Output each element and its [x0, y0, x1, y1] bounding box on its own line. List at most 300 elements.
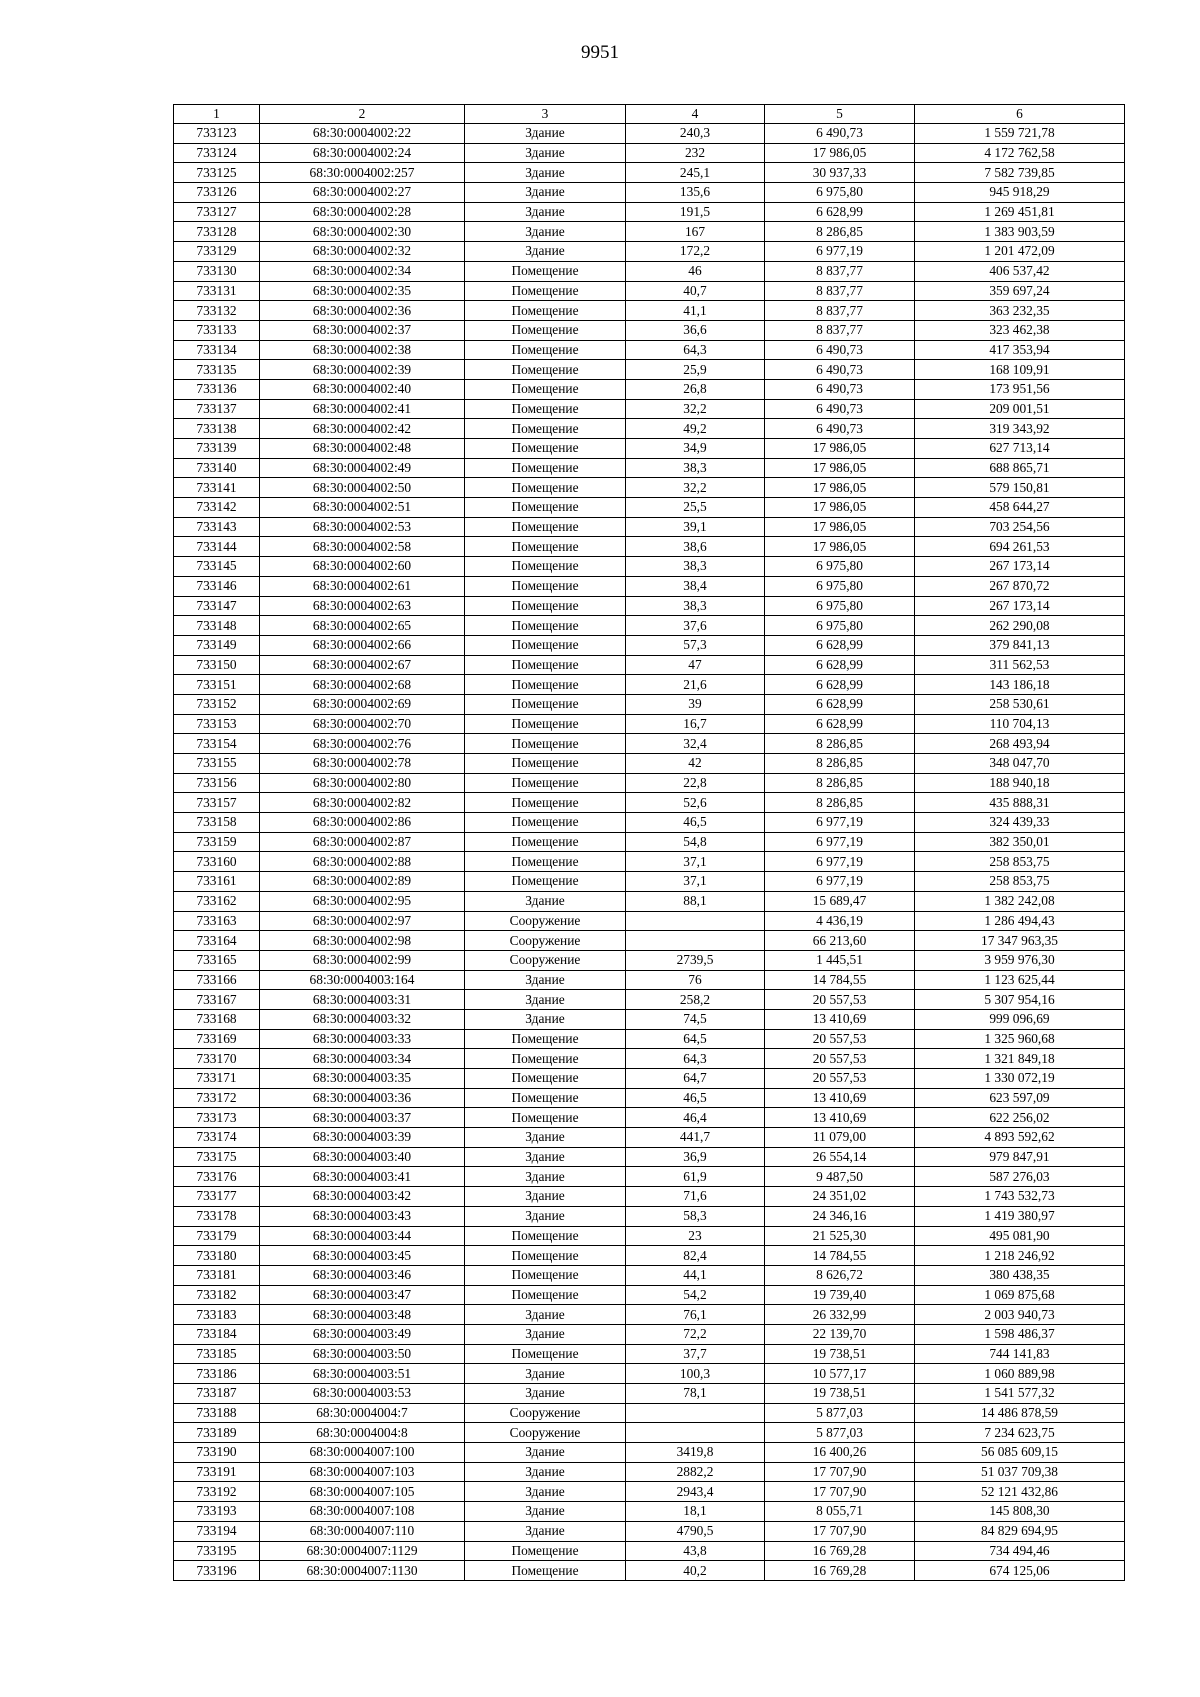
cadastral-number-cell: 68:30:0004003:51	[260, 1364, 465, 1384]
table-row	[174, 793, 1125, 813]
specific-value-cell: 9 487,50	[765, 1167, 915, 1187]
area-cell: 3419,8	[626, 1443, 765, 1463]
object-type-cell: Помещение	[465, 773, 626, 793]
specific-value-cell: 8 055,71	[765, 1502, 915, 1522]
object-type-cell: Здание	[465, 163, 626, 183]
table-row	[174, 694, 1125, 714]
cadastral-number-cell: 68:30:0004002:87	[260, 832, 465, 852]
row-number-cell: 733185	[174, 1344, 260, 1364]
row-number-cell: 733195	[174, 1541, 260, 1561]
cadastral-number-cell: 68:30:0004002:38	[260, 340, 465, 360]
object-type-cell: Помещение	[465, 1029, 626, 1049]
cadastral-number-cell: 68:30:0004002:32	[260, 242, 465, 262]
area-cell: 76,1	[626, 1305, 765, 1325]
cadastral-number-cell: 68:30:0004002:68	[260, 675, 465, 695]
area-cell: 22,8	[626, 773, 765, 793]
row-number-cell: 733182	[174, 1285, 260, 1305]
cadastral-number-cell: 68:30:0004003:34	[260, 1049, 465, 1069]
cadastral-number-cell: 68:30:0004002:80	[260, 773, 465, 793]
area-cell: 64,3	[626, 1049, 765, 1069]
specific-value-cell: 13 410,69	[765, 1088, 915, 1108]
table-row	[174, 340, 1125, 360]
cadastral-number-cell: 68:30:0004007:105	[260, 1482, 465, 1502]
object-type-cell: Помещение	[465, 458, 626, 478]
specific-value-cell: 6 975,80	[765, 576, 915, 596]
table-row	[174, 399, 1125, 419]
cadastral-value-cell: 688 865,71	[915, 458, 1125, 478]
object-type-cell: Сооружение	[465, 931, 626, 951]
specific-value-cell: 16 769,28	[765, 1561, 915, 1581]
row-number-cell: 733136	[174, 379, 260, 399]
row-number-cell: 733147	[174, 596, 260, 616]
table-row	[174, 1167, 1125, 1187]
page-number: 9951	[581, 42, 619, 63]
row-number-cell: 733164	[174, 931, 260, 951]
specific-value-cell: 8 286,85	[765, 773, 915, 793]
cadastral-value-cell: 1 218 246,92	[915, 1246, 1125, 1266]
table-row	[174, 1187, 1125, 1207]
area-cell: 42	[626, 754, 765, 774]
table-row	[174, 655, 1125, 675]
specific-value-cell: 17 986,05	[765, 439, 915, 459]
specific-value-cell: 6 628,99	[765, 655, 915, 675]
area-cell: 38,3	[626, 596, 765, 616]
table-row	[174, 478, 1125, 498]
cadastral-value-cell: 458 644,27	[915, 498, 1125, 518]
object-type-cell: Помещение	[465, 340, 626, 360]
row-number-cell: 733123	[174, 124, 260, 144]
row-number-cell: 733139	[174, 439, 260, 459]
area-cell: 40,2	[626, 1561, 765, 1581]
row-number-cell: 733150	[174, 655, 260, 675]
cadastral-value-cell: 319 343,92	[915, 419, 1125, 439]
cadastral-value-cell: 417 353,94	[915, 340, 1125, 360]
area-cell: 38,3	[626, 458, 765, 478]
object-type-cell: Помещение	[465, 616, 626, 636]
area-cell: 37,1	[626, 852, 765, 872]
specific-value-cell: 6 628,99	[765, 694, 915, 714]
area-cell: 21,6	[626, 675, 765, 695]
area-cell: 64,5	[626, 1029, 765, 1049]
specific-value-cell: 10 577,17	[765, 1364, 915, 1384]
cadastral-number-cell: 68:30:0004002:86	[260, 813, 465, 833]
area-cell: 40,7	[626, 281, 765, 301]
table-row	[174, 301, 1125, 321]
area-cell: 46	[626, 261, 765, 281]
object-type-cell: Здание	[465, 202, 626, 222]
object-type-cell: Здание	[465, 1167, 626, 1187]
cadastral-number-cell: 68:30:0004004:8	[260, 1423, 465, 1443]
object-type-cell: Здание	[465, 1206, 626, 1226]
table-row	[174, 931, 1125, 951]
table-row	[174, 1147, 1125, 1167]
area-cell: 245,1	[626, 163, 765, 183]
row-number-cell: 733186	[174, 1364, 260, 1384]
row-number-cell: 733184	[174, 1324, 260, 1344]
object-type-cell: Сооружение	[465, 1403, 626, 1423]
area-cell: 58,3	[626, 1206, 765, 1226]
specific-value-cell: 6 490,73	[765, 360, 915, 380]
specific-value-cell: 13 410,69	[765, 1009, 915, 1029]
table-row	[174, 714, 1125, 734]
specific-value-cell: 6 975,80	[765, 557, 915, 577]
cadastral-number-cell: 68:30:0004003:164	[260, 970, 465, 990]
row-number-cell: 733175	[174, 1147, 260, 1167]
row-number-cell: 733183	[174, 1305, 260, 1325]
area-cell: 61,9	[626, 1167, 765, 1187]
row-number-cell: 733179	[174, 1226, 260, 1246]
cadastral-value-cell: 348 047,70	[915, 754, 1125, 774]
cadastral-value-cell: 1 201 472,09	[915, 242, 1125, 262]
table-row	[174, 498, 1125, 518]
area-cell: 16,7	[626, 714, 765, 734]
table-row	[174, 1423, 1125, 1443]
cadastral-number-cell: 68:30:0004002:36	[260, 301, 465, 321]
object-type-cell: Здание	[465, 1443, 626, 1463]
object-type-cell: Помещение	[465, 537, 626, 557]
row-number-cell: 733177	[174, 1187, 260, 1207]
object-type-cell: Здание	[465, 990, 626, 1010]
specific-value-cell: 5 877,03	[765, 1423, 915, 1443]
area-cell	[626, 1423, 765, 1443]
object-type-cell: Помещение	[465, 1344, 626, 1364]
specific-value-cell: 8 286,85	[765, 734, 915, 754]
row-number-cell: 733192	[174, 1482, 260, 1502]
cadastral-value-cell: 1 269 451,81	[915, 202, 1125, 222]
cadastral-number-cell: 68:30:0004003:36	[260, 1088, 465, 1108]
cadastral-number-cell: 68:30:0004003:41	[260, 1167, 465, 1187]
table-row	[174, 773, 1125, 793]
row-number-cell: 733180	[174, 1246, 260, 1266]
row-number-cell: 733137	[174, 399, 260, 419]
row-number-cell: 733141	[174, 478, 260, 498]
cadastral-value-cell: 999 096,69	[915, 1009, 1125, 1029]
cadastral-number-cell: 68:30:0004002:82	[260, 793, 465, 813]
row-number-cell: 733128	[174, 222, 260, 242]
cadastral-number-cell: 68:30:0004003:31	[260, 990, 465, 1010]
table-row	[174, 1029, 1125, 1049]
table-row	[174, 1226, 1125, 1246]
area-cell: 46,5	[626, 1088, 765, 1108]
row-number-cell: 733178	[174, 1206, 260, 1226]
specific-value-cell: 6 977,19	[765, 872, 915, 892]
specific-value-cell: 17 986,05	[765, 498, 915, 518]
row-number-cell: 733124	[174, 143, 260, 163]
specific-value-cell: 8 837,77	[765, 320, 915, 340]
specific-value-cell: 22 139,70	[765, 1324, 915, 1344]
cadastral-number-cell: 68:30:0004007:1129	[260, 1541, 465, 1561]
area-cell: 88,1	[626, 891, 765, 911]
table-row	[174, 950, 1125, 970]
area-cell: 76	[626, 970, 765, 990]
column-header: 2	[260, 105, 465, 124]
area-cell: 38,3	[626, 557, 765, 577]
specific-value-cell: 6 977,19	[765, 852, 915, 872]
row-number-cell: 733149	[174, 635, 260, 655]
cadastral-number-cell: 68:30:0004007:103	[260, 1462, 465, 1482]
row-number-cell: 733132	[174, 301, 260, 321]
column-header: 3	[465, 105, 626, 124]
object-type-cell: Здание	[465, 1187, 626, 1207]
cadastral-value-cell: 14 486 878,59	[915, 1403, 1125, 1423]
object-type-cell: Здание	[465, 1324, 626, 1344]
cadastral-number-cell: 68:30:0004002:28	[260, 202, 465, 222]
row-number-cell: 733151	[174, 675, 260, 695]
specific-value-cell: 8 837,77	[765, 301, 915, 321]
row-number-cell: 733163	[174, 911, 260, 931]
specific-value-cell: 16 769,28	[765, 1541, 915, 1561]
cadastral-number-cell: 68:30:0004002:58	[260, 537, 465, 557]
row-number-cell: 733156	[174, 773, 260, 793]
object-type-cell: Помещение	[465, 1246, 626, 1266]
table-row	[174, 1443, 1125, 1463]
area-cell	[626, 931, 765, 951]
specific-value-cell: 6 628,99	[765, 635, 915, 655]
table-row	[174, 379, 1125, 399]
cadastral-value-cell: 379 841,13	[915, 635, 1125, 655]
row-number-cell: 733131	[174, 281, 260, 301]
specific-value-cell: 26 332,99	[765, 1305, 915, 1325]
object-type-cell: Здание	[465, 124, 626, 144]
cadastral-value-cell: 1 321 849,18	[915, 1049, 1125, 1069]
specific-value-cell: 8 286,85	[765, 754, 915, 774]
row-number-cell: 733161	[174, 872, 260, 892]
cadastral-number-cell: 68:30:0004003:53	[260, 1384, 465, 1404]
table-row	[174, 1384, 1125, 1404]
object-type-cell: Помещение	[465, 813, 626, 833]
area-cell: 54,2	[626, 1285, 765, 1305]
column-header: 1	[174, 105, 260, 124]
cadastral-number-cell: 68:30:0004002:99	[260, 950, 465, 970]
object-type-cell: Помещение	[465, 852, 626, 872]
object-type-cell: Здание	[465, 1364, 626, 1384]
object-type-cell: Помещение	[465, 399, 626, 419]
cadastral-value-cell: 188 940,18	[915, 773, 1125, 793]
table-row	[174, 1502, 1125, 1522]
object-type-cell: Помещение	[465, 557, 626, 577]
table-row	[174, 1049, 1125, 1069]
table-row	[174, 1403, 1125, 1423]
object-type-cell: Сооружение	[465, 1423, 626, 1443]
cadastral-value-cell: 110 704,13	[915, 714, 1125, 734]
area-cell: 52,6	[626, 793, 765, 813]
table-row	[174, 1324, 1125, 1344]
table-row	[174, 813, 1125, 833]
row-number-cell: 733143	[174, 517, 260, 537]
row-number-cell: 733130	[174, 261, 260, 281]
specific-value-cell: 14 784,55	[765, 970, 915, 990]
cadastral-value-cell: 4 893 592,62	[915, 1128, 1125, 1148]
cadastral-number-cell: 68:30:0004003:33	[260, 1029, 465, 1049]
object-type-cell: Здание	[465, 1482, 626, 1502]
area-cell: 74,5	[626, 1009, 765, 1029]
specific-value-cell: 6 490,73	[765, 379, 915, 399]
row-number-cell: 733188	[174, 1403, 260, 1423]
row-number-cell: 733167	[174, 990, 260, 1010]
object-type-cell: Здание	[465, 1128, 626, 1148]
row-number-cell: 733190	[174, 1443, 260, 1463]
cadastral-value-cell: 168 109,91	[915, 360, 1125, 380]
area-cell: 100,3	[626, 1364, 765, 1384]
specific-value-cell: 8 626,72	[765, 1265, 915, 1285]
cadastral-value-cell: 587 276,03	[915, 1167, 1125, 1187]
area-cell: 71,6	[626, 1187, 765, 1207]
row-number-cell: 733168	[174, 1009, 260, 1029]
cadastral-number-cell: 68:30:0004002:49	[260, 458, 465, 478]
row-number-cell: 733170	[174, 1049, 260, 1069]
object-type-cell: Здание	[465, 1502, 626, 1522]
column-header: 5	[765, 105, 915, 124]
cadastral-number-cell: 68:30:0004002:65	[260, 616, 465, 636]
cadastral-value-cell: 622 256,02	[915, 1108, 1125, 1128]
row-number-cell: 733157	[174, 793, 260, 813]
row-number-cell: 733172	[174, 1088, 260, 1108]
object-type-cell: Помещение	[465, 1541, 626, 1561]
object-type-cell: Помещение	[465, 1088, 626, 1108]
cadastral-number-cell: 68:30:0004002:35	[260, 281, 465, 301]
table-row	[174, 222, 1125, 242]
cadastral-number-cell: 68:30:0004003:47	[260, 1285, 465, 1305]
table-row	[174, 261, 1125, 281]
cadastral-number-cell: 68:30:0004002:67	[260, 655, 465, 675]
area-cell: 46,4	[626, 1108, 765, 1128]
object-type-cell: Помещение	[465, 714, 626, 734]
cadastral-number-cell: 68:30:0004002:98	[260, 931, 465, 951]
area-cell: 37,1	[626, 872, 765, 892]
row-number-cell: 733187	[174, 1384, 260, 1404]
cadastral-value-cell: 323 462,38	[915, 320, 1125, 340]
table-row	[174, 1482, 1125, 1502]
row-number-cell: 733127	[174, 202, 260, 222]
specific-value-cell: 16 400,26	[765, 1443, 915, 1463]
cadastral-number-cell: 68:30:0004002:34	[260, 261, 465, 281]
row-number-cell: 733165	[174, 950, 260, 970]
cadastral-number-cell: 68:30:0004002:63	[260, 596, 465, 616]
table-row	[174, 675, 1125, 695]
specific-value-cell: 13 410,69	[765, 1108, 915, 1128]
specific-value-cell: 66 213,60	[765, 931, 915, 951]
specific-value-cell: 17 986,05	[765, 143, 915, 163]
object-type-cell: Помещение	[465, 694, 626, 714]
cadastral-value-cell: 5 307 954,16	[915, 990, 1125, 1010]
area-cell: 64,3	[626, 340, 765, 360]
object-type-cell: Здание	[465, 183, 626, 203]
cadastral-value-cell: 627 713,14	[915, 439, 1125, 459]
table-row	[174, 754, 1125, 774]
object-type-cell: Помещение	[465, 498, 626, 518]
object-type-cell: Помещение	[465, 1561, 626, 1581]
area-cell: 2739,5	[626, 950, 765, 970]
cadastral-number-cell: 68:30:0004007:100	[260, 1443, 465, 1463]
table-row	[174, 1305, 1125, 1325]
cadastral-number-cell: 68:30:0004002:48	[260, 439, 465, 459]
object-type-cell: Помещение	[465, 281, 626, 301]
object-type-cell: Здание	[465, 891, 626, 911]
specific-value-cell: 20 557,53	[765, 1049, 915, 1069]
cadastral-value-cell: 268 493,94	[915, 734, 1125, 754]
area-cell: 49,2	[626, 419, 765, 439]
cadastral-number-cell: 68:30:0004003:48	[260, 1305, 465, 1325]
cadastral-number-cell: 68:30:0004003:46	[260, 1265, 465, 1285]
area-cell: 26,8	[626, 379, 765, 399]
cadastral-value-cell: 17 347 963,35	[915, 931, 1125, 951]
cadastral-number-cell: 68:30:0004003:40	[260, 1147, 465, 1167]
cadastral-value-cell: 406 537,42	[915, 261, 1125, 281]
specific-value-cell: 17 986,05	[765, 537, 915, 557]
cadastral-value-cell: 382 350,01	[915, 832, 1125, 852]
area-cell: 39,1	[626, 517, 765, 537]
cadastral-value-cell: 145 808,30	[915, 1502, 1125, 1522]
cadastral-value-cell: 674 125,06	[915, 1561, 1125, 1581]
specific-value-cell: 20 557,53	[765, 1029, 915, 1049]
table-body	[174, 124, 1125, 1581]
row-number-cell: 733193	[174, 1502, 260, 1522]
cadastral-value-cell: 324 439,33	[915, 813, 1125, 833]
row-number-cell: 733169	[174, 1029, 260, 1049]
cadastral-value-cell: 363 232,35	[915, 301, 1125, 321]
table-row	[174, 1265, 1125, 1285]
cadastral-number-cell: 68:30:0004002:53	[260, 517, 465, 537]
row-number-cell: 733160	[174, 852, 260, 872]
object-type-cell: Помещение	[465, 478, 626, 498]
table-row	[174, 970, 1125, 990]
area-cell: 78,1	[626, 1384, 765, 1404]
cadastral-number-cell: 68:30:0004002:39	[260, 360, 465, 380]
object-type-cell: Помещение	[465, 734, 626, 754]
cadastral-value-cell: 1 123 625,44	[915, 970, 1125, 990]
row-number-cell: 733159	[174, 832, 260, 852]
table-row	[174, 872, 1125, 892]
table-row	[174, 596, 1125, 616]
cadastral-value-cell: 173 951,56	[915, 379, 1125, 399]
row-number-cell: 733144	[174, 537, 260, 557]
area-cell: 135,6	[626, 183, 765, 203]
cadastral-value-cell: 84 829 694,95	[915, 1521, 1125, 1541]
specific-value-cell: 6 490,73	[765, 340, 915, 360]
cadastral-number-cell: 68:30:0004003:37	[260, 1108, 465, 1128]
cadastral-value-cell: 7 234 623,75	[915, 1423, 1125, 1443]
table-row	[174, 1128, 1125, 1148]
object-type-cell: Помещение	[465, 635, 626, 655]
specific-value-cell: 19 738,51	[765, 1384, 915, 1404]
area-cell: 39	[626, 694, 765, 714]
table-row	[174, 832, 1125, 852]
object-type-cell: Здание	[465, 1462, 626, 1482]
object-type-cell: Помещение	[465, 596, 626, 616]
row-number-cell: 733196	[174, 1561, 260, 1581]
table-row	[174, 1344, 1125, 1364]
column-header: 6	[915, 105, 1125, 124]
cadastral-value-cell: 311 562,53	[915, 655, 1125, 675]
specific-value-cell: 20 557,53	[765, 1069, 915, 1089]
table-row	[174, 360, 1125, 380]
table-row	[174, 1206, 1125, 1226]
area-cell: 46,5	[626, 813, 765, 833]
cadastral-number-cell: 68:30:0004002:40	[260, 379, 465, 399]
table-row	[174, 124, 1125, 144]
cadastral-value-cell: 1 743 532,73	[915, 1187, 1125, 1207]
specific-value-cell: 24 346,16	[765, 1206, 915, 1226]
row-number-cell: 733194	[174, 1521, 260, 1541]
header-row	[174, 105, 1125, 124]
object-type-cell: Помещение	[465, 419, 626, 439]
specific-value-cell: 6 975,80	[765, 183, 915, 203]
table-row	[174, 1364, 1125, 1384]
row-number-cell: 733153	[174, 714, 260, 734]
specific-value-cell: 6 628,99	[765, 714, 915, 734]
object-type-cell: Помещение	[465, 832, 626, 852]
column-header: 4	[626, 105, 765, 124]
